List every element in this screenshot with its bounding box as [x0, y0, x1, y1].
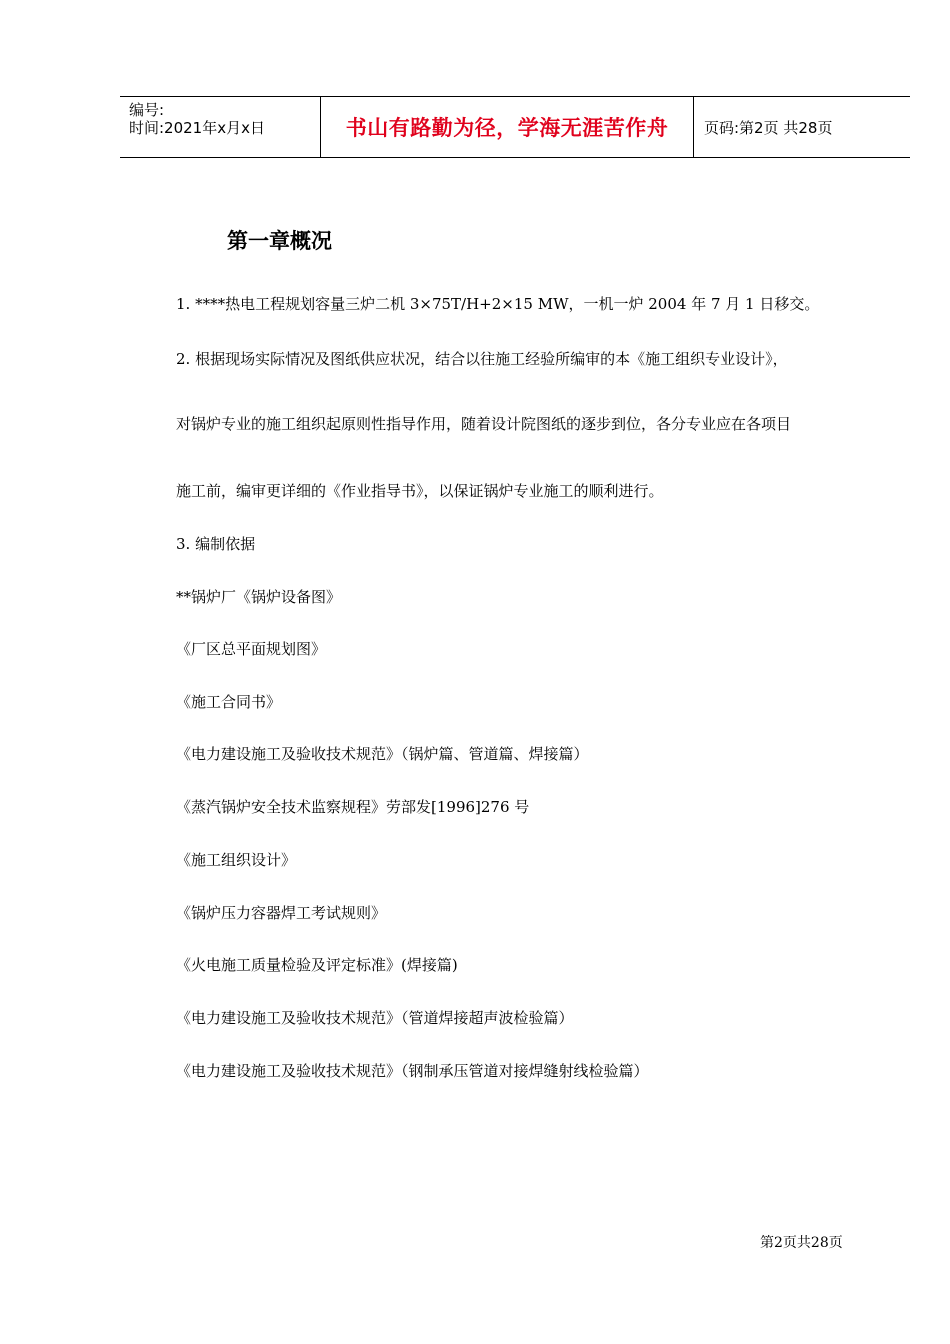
- header-motto: 书山有路勤为径，学海无涯苦作舟: [321, 97, 694, 157]
- header-page-number: 页码:第2页 共28页: [704, 118, 833, 137]
- reference-item: 《锅炉压力容器焊工考试规则》: [176, 904, 387, 922]
- paragraph-line: 对锅炉专业的施工组织起原则性指导作用，随着设计院图纸的逐步到位，各分专业应在各项目: [176, 415, 792, 433]
- document-time-label: 时间:2021年x月x日: [129, 119, 265, 137]
- paragraph-line: 施工前，编审更详细的《作业指导书》，以保证锅炉专业施工的顺利进行。: [176, 482, 664, 500]
- reference-item: **锅炉厂《锅炉设备图》: [176, 588, 342, 606]
- paragraph-line: 2. 根据现场实际情况及图纸供应状况，结合以往施工经验所编审的本《施工组织专业设计》，: [176, 350, 788, 368]
- reference-item: 《厂区总平面规划图》: [176, 640, 327, 658]
- reference-item: 《施工组织设计》: [176, 851, 297, 869]
- section-heading: 3. 编制依据: [176, 535, 256, 553]
- reference-item: 《蒸汽锅炉安全技术监察规程》劳部发[1996]276 号: [176, 798, 530, 816]
- reference-item: 《电力建设施工及验收技术规范》（锅炉篇、管道篇、焊接篇）: [176, 745, 589, 763]
- reference-item: 《电力建设施工及验收技术规范》（钢制承压管道对接焊缝射线检验篇）: [176, 1062, 649, 1080]
- header-meta-cell: [120, 97, 321, 157]
- chapter-title: 第一章概况: [227, 229, 332, 253]
- reference-item: 《火电施工质量检验及评定标准》(焊接篇): [176, 956, 458, 974]
- reference-item: 《施工合同书》: [176, 693, 282, 711]
- page-header: [120, 96, 910, 158]
- paragraph-line: 1. ****热电工程规划容量三炉二机 3×75T/H+2×15 MW，一机一炉 2004 年 7 月 1 日移交。: [176, 295, 820, 313]
- document-number-label: 编号:: [129, 101, 165, 119]
- reference-item: 《电力建设施工及验收技术规范》（管道焊接超声波检验篇）: [176, 1009, 574, 1027]
- page-footer: 第2页共28页: [760, 1235, 843, 1251]
